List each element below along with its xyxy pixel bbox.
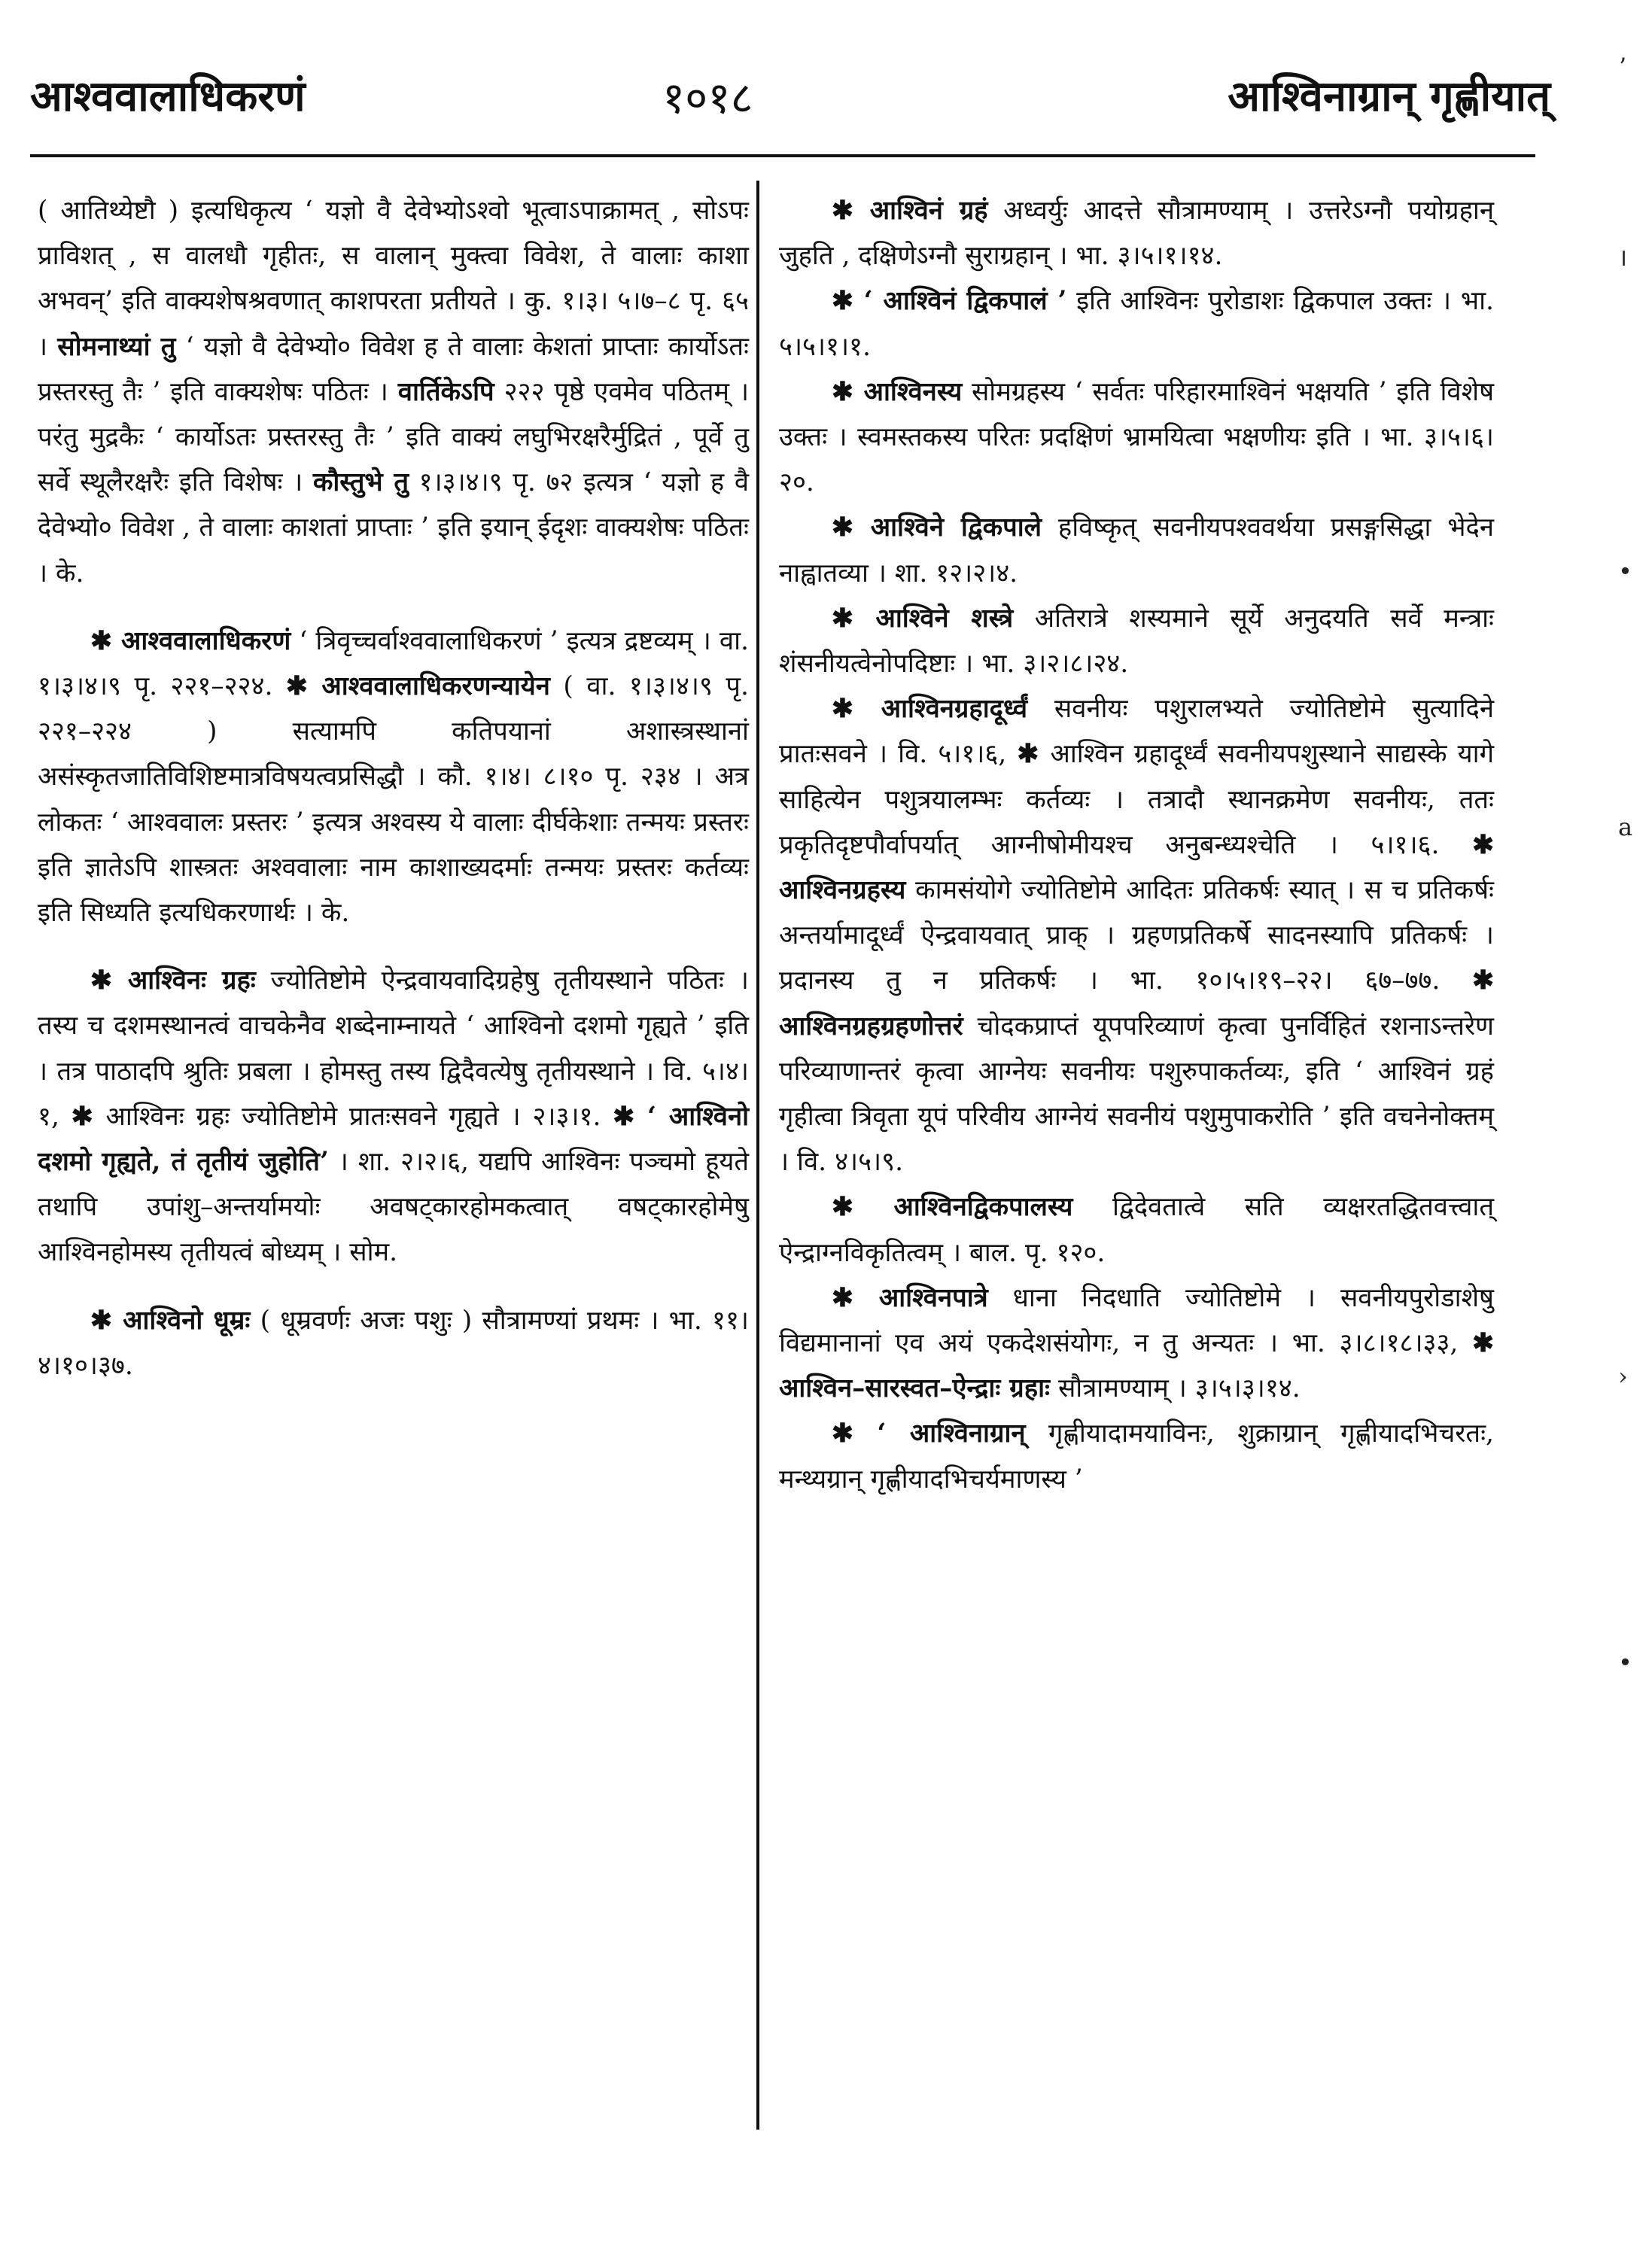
asterisk-marker: ✱ xyxy=(832,376,864,407)
entry-heading: आश्विनपात्रे xyxy=(878,1282,988,1313)
page-header xyxy=(0,66,1652,149)
entry-heading: आश्ववालाधिकरणन्यायेन xyxy=(321,671,550,702)
entry-paragraph: ✱ आश्विने द्विकपाले हविष्कृत् सवनीयपश्ववर्थया प्रसङ्गसिद्धा भेदेन नाह्वातव्या । शा. १२।२।४. xyxy=(779,512,1494,588)
entry-heading: आश्विनद्विकपालस्य xyxy=(893,1192,1073,1223)
margin-mark: a xyxy=(1618,813,1633,841)
entry-paragraph: ✱ आश्विनस्य सोमग्रहस्य ‘ सर्वतः परिहारमाश्विनं भक्षयति ’ इति विशेष उक्तः । स्वमस्तकस्य परितः प्रदक्षिणं भ्रामयित्वा भक्षणीयः इति । भा. ३।५।६।२०. xyxy=(779,376,1495,498)
asterisk-marker: ✱ xyxy=(1472,829,1494,860)
entry-heading: ‘ आश्विनो दशमो गृह्यते, तं तृतीयं जुहोति’ xyxy=(38,1101,750,1178)
entry-paragraph: ✱ आश्विनं ग्रहं अध्वर्युः आदत्ते सौत्रामण्याम् । उत्तरेऽग्नौ पयोग्रहान् जुहति , दक्षिणेऽग्नौ सुराग्रहान् । भा. ३।५।१।१४. xyxy=(779,196,1494,272)
entry-heading: आश्विनग्रहग्रहणोत्तरं xyxy=(779,1011,963,1041)
entry-heading: आश्विनग्रहादूर्ध्वं xyxy=(881,694,1028,725)
entry-heading: आश्विनस्य xyxy=(863,376,963,407)
entry-paragraph: ✱ ‘ आश्विनं द्विकपालं ’ इति आश्विनः पुरोडाशः द्विकपाल उक्तः । भा. ५।५।१।१. xyxy=(779,286,1494,362)
header-rule xyxy=(30,154,1535,157)
entry-heading: वार्तिकेऽपि xyxy=(397,376,494,407)
entry-heading: आश्विनः ग्रहः xyxy=(127,965,256,996)
entry-heading: आश्विनो धूम्रः xyxy=(123,1305,251,1336)
asterisk-marker: ✱ xyxy=(832,286,864,317)
asterisk-marker: ✱ xyxy=(832,1418,878,1449)
asterisk-marker: ✱ xyxy=(832,196,870,226)
left-column xyxy=(38,188,749,1388)
entry-heading: आश्विने द्विकपाले xyxy=(870,512,1042,543)
right-column xyxy=(779,188,1494,1502)
entry-heading: आश्विनं ग्रहं xyxy=(869,196,988,226)
entry-heading: आश्ववालाधिकरणं xyxy=(121,625,291,656)
asterisk-marker: ✱ xyxy=(90,1305,123,1336)
running-head-right: आश्विनाग्रान् गृह्णीयात् xyxy=(1228,71,1550,121)
entry-paragraph: ✱ आश्विनग्रहादूर्ध्वं सवनीयः पशुरालभ्यते ज्योतिष्टोमे सुत्यादिने प्रातःसवने । वि. ५।१।६, ✱ आश्विन ग्रहादूर्ध्वं सवनीयपशुस्थाने साद्यस्के यागे साहित्येन पशुत्रयालम्भः कर्तव्यः । तत्रादौ स्थानक्रमेण सवनीयः, ततः प्रकृतिदृष्टपौर्वापर्यात् आग्नीषोमीयश्च अनुबन्ध्यश्चेति । ५।१।६. ✱ आश्विनग्रहस्य कामसंयोगे ज्योतिष्टोमे आदितः प्रतिकर्षः स्यात् । स च प्रतिकर्षः अन्तर्यामादूर्ध्वं ऐन्द्रवायवात् प्राक् । ग्रहणप्रतिकर्षे सादनस्यापि प्रतिकर्षः । प्रदानस्य तु न प्रतिकर्षः । भा. १०।५।१९–२२। ६७–७७. ✱ आश्विनग्रहग्रहणोत्तरं चोदकप्राप्तं यूपपरिव्याणं कृत्वा पुनर्विहितं रशनाऽन्तरेण परिव्याणान्तरं कृत्वा आग्नेयः सवनीयः पशुरुपाकर्तव्यः, इति ‘ आश्विनं ग्रहं गृहीत्वा त्रिवृता यूपं परिवीय आग्नेयं सवनीयं पशुमुपाकरोति ’ इति वचनेनोक्तम् । वि. ४।५।९. xyxy=(779,694,1495,1178)
entry-heading: कौस्तुभे तु xyxy=(312,467,409,498)
entry-heading: आश्विने शस्त्रे xyxy=(875,603,1014,634)
margin-mark: • xyxy=(1618,557,1632,585)
entry-heading: सोमनाथ्यां तु xyxy=(57,331,176,362)
asterisk-marker: ✱ xyxy=(1472,1328,1494,1359)
entry-paragraph: ✱ ‘ आश्विनाग्रान् गृह्णीयादामयाविनः, शुक्राग्रान् गृह्णीयादभिचरतः, मन्थ्यग्रान् गृह्णीयादभिचर्यमाणस्य ’ xyxy=(779,1418,1495,1494)
asterisk-marker: ✱ xyxy=(71,1101,106,1132)
margin-mark: • xyxy=(1618,1648,1632,1677)
entry-paragraph: ( आतिथ्येष्टौ ) इत्यधिकृत्य ‘ यज्ञो वै देवेभ्योऽश्वो भूत्वाऽपाक्रामत् , सोऽपः प्राविशत् , स वालधौ गृहीतः, स वालान् मुक्त्वा विवेश, ते वालाः काशा अभवन्’ इति वाक्यशेषश्रवणात् काशपरता प्रतीयते । कु. १।३। ५।७–८ पृ. ६५ । सोमनाथ्यां तु ‘ यज्ञो वै देवेभ्यो० विवेश ह ते वालाः केशतां प्राप्ताः कार्योऽतः प्रस्तरस्तु तैः ’ इति वाक्यशेषः पठितः । वार्तिकेऽपि २२२ पृष्ठे एवमेव पठितम् । परंतु मुद्रकैः ‘ कार्योऽतः प्रस्तरस्तु तैः ’ इति वाक्यं लघुभिरक्षरैर्मुद्रितं , पूर्वे तु सर्वे स्थूलैरक्षरैः इति विशेषः । कौस्तुभे तु १।३।४।९ पृ. ७२ इत्यत्र ‘ यज्ञो ह वै देवेभ्यो० विवेश , ते वालाः काशतां प्राप्ताः ’ इति इयान् ईदृशः वाक्यशेषः पठितः । के. xyxy=(38,196,750,588)
margin-mark: । xyxy=(1618,243,1628,272)
margin-mark: ʼ xyxy=(1618,53,1626,81)
asterisk-marker: ✱ xyxy=(1017,739,1051,770)
asterisk-marker: ✱ xyxy=(285,671,322,702)
asterisk-marker: ✱ xyxy=(832,1192,894,1223)
asterisk-marker: ✱ xyxy=(613,1101,648,1132)
margin-mark: › xyxy=(1618,1362,1628,1391)
entry-heading: ‘ आश्विनाग्रान् xyxy=(877,1418,1026,1449)
entry-heading: ‘ आश्विनं द्विकपालं ’ xyxy=(863,286,1067,317)
entry-paragraph: ✱ आश्विने शस्त्रे अतिरात्रे शस्यमाने सूर्ये अनुदयति सर्वे मन्त्राः शंसनीयत्वेनोपदिष्टाः । भा. ३।२।८।२४. xyxy=(779,603,1495,680)
page-number: १०१८ xyxy=(662,72,753,123)
entry-paragraph: ✱ आश्विनः ग्रहः ज्योतिष्टोमे ऐन्द्रवायवादिग्रहेषु तृतीयस्थाने पठितः । तस्य च दशमस्थानत्वं वाचकेनैव शब्देनाम्नायते ‘ आश्विनो दशमो गृह्यते ’ इति । तत्र पाठादपि श्रुतिः प्रबला । होमस्तु तस्य द्विदैवत्येषु तृतीयस्थाने । वि. ५।४।१, ✱ आश्विनः ग्रहः ज्योतिष्टोमे प्रातःसवने गृह्यते । २।३।१. ✱ ‘ आश्विनो दशमो गृह्यते, तं तृतीयं जुहोति’ । शा. २।२।६, यद्यपि आश्विनः पञ्चमो हूयते तथापि उपांशु–अन्तर्यामयोः अवषट्कारहोमकत्वात् वषट्कारहोमेषु आश्विनहोमस्य तृतीयत्वं बोध्यम् । सोम. xyxy=(38,965,750,1268)
running-head-left: आश्ववालाधिकरणं xyxy=(30,71,306,121)
entry-paragraph: ✱ आश्ववालाधिकरणं ‘ त्रिवृच्चर्वाश्ववालाधिकरणं ’ इत्यत्र द्रष्टव्यम् । वा. १।३।४।९ पृ. २२१–२२४. ✱ आश्ववालाधिकरणन्यायेन ( वा. १।३।४।९ पृ. २२१–२२४ ) सत्यामपि कतिपयानां अशास्त्रस्थानां असंस्कृतजातिविशिष्टमात्रविषयत्वप्रसिद्धौ । कौ. १।४। ८।१० पृ. २३४ । अत्र लोकतः ‘ आश्ववालः प्रस्तरः ’ इत्यत्र अश्वस्य ये वालाः दीर्घकेशाः तन्मयः प्रस्तरः इति ज्ञातेऽपि शास्त्रतः अश्ववालाः नाम काशाख्यदर्माः तन्मयः प्रस्तरः कर्तव्यः इति सिध्यति इत्यधिकरणार्थः । के. xyxy=(38,625,749,929)
entry-paragraph: ✱ आश्विनपात्रे धाना निदधाति ज्योतिष्टोमे । सवनीयपुरोडाशेषु विद्यमानानां एव अयं एकदेशसंयोगः, न तु अन्यतः । भा. ३।८।१८।३३, ✱ आश्विन–सारस्वत–ऐन्द्राः ग्रहाः सौत्रामण्याम् । ३।५।३।१४. xyxy=(779,1282,1494,1404)
asterisk-marker: ✱ xyxy=(90,965,128,996)
entry-paragraph: ✱ आश्विनो धूम्रः ( धूम्रवर्णः अजः पशुः ) सौत्रामण्यां प्रथमः । भा. ११।४।१०।३७. xyxy=(38,1305,749,1381)
asterisk-marker: ✱ xyxy=(832,1282,879,1313)
asterisk-marker: ✱ xyxy=(832,603,876,634)
asterisk-marker: ✱ xyxy=(1472,965,1494,996)
entry-heading: आश्विनग्रहस्य xyxy=(779,875,906,906)
asterisk-marker: ✱ xyxy=(832,512,871,543)
entry-paragraph: ✱ आश्विनद्विकपालस्य द्विदेवतात्वे सति व्यक्षरतद्धितवत्त्वात् ऐन्द्राग्नविकृतित्वम् । बाल. पृ. १२०. xyxy=(779,1192,1495,1268)
entry-heading: आश्विन–सारस्वत–ऐन्द्राः ग्रहाः xyxy=(779,1373,1050,1404)
column-divider xyxy=(756,181,759,2130)
asterisk-marker: ✱ xyxy=(832,694,881,725)
asterisk-marker: ✱ xyxy=(90,625,122,656)
